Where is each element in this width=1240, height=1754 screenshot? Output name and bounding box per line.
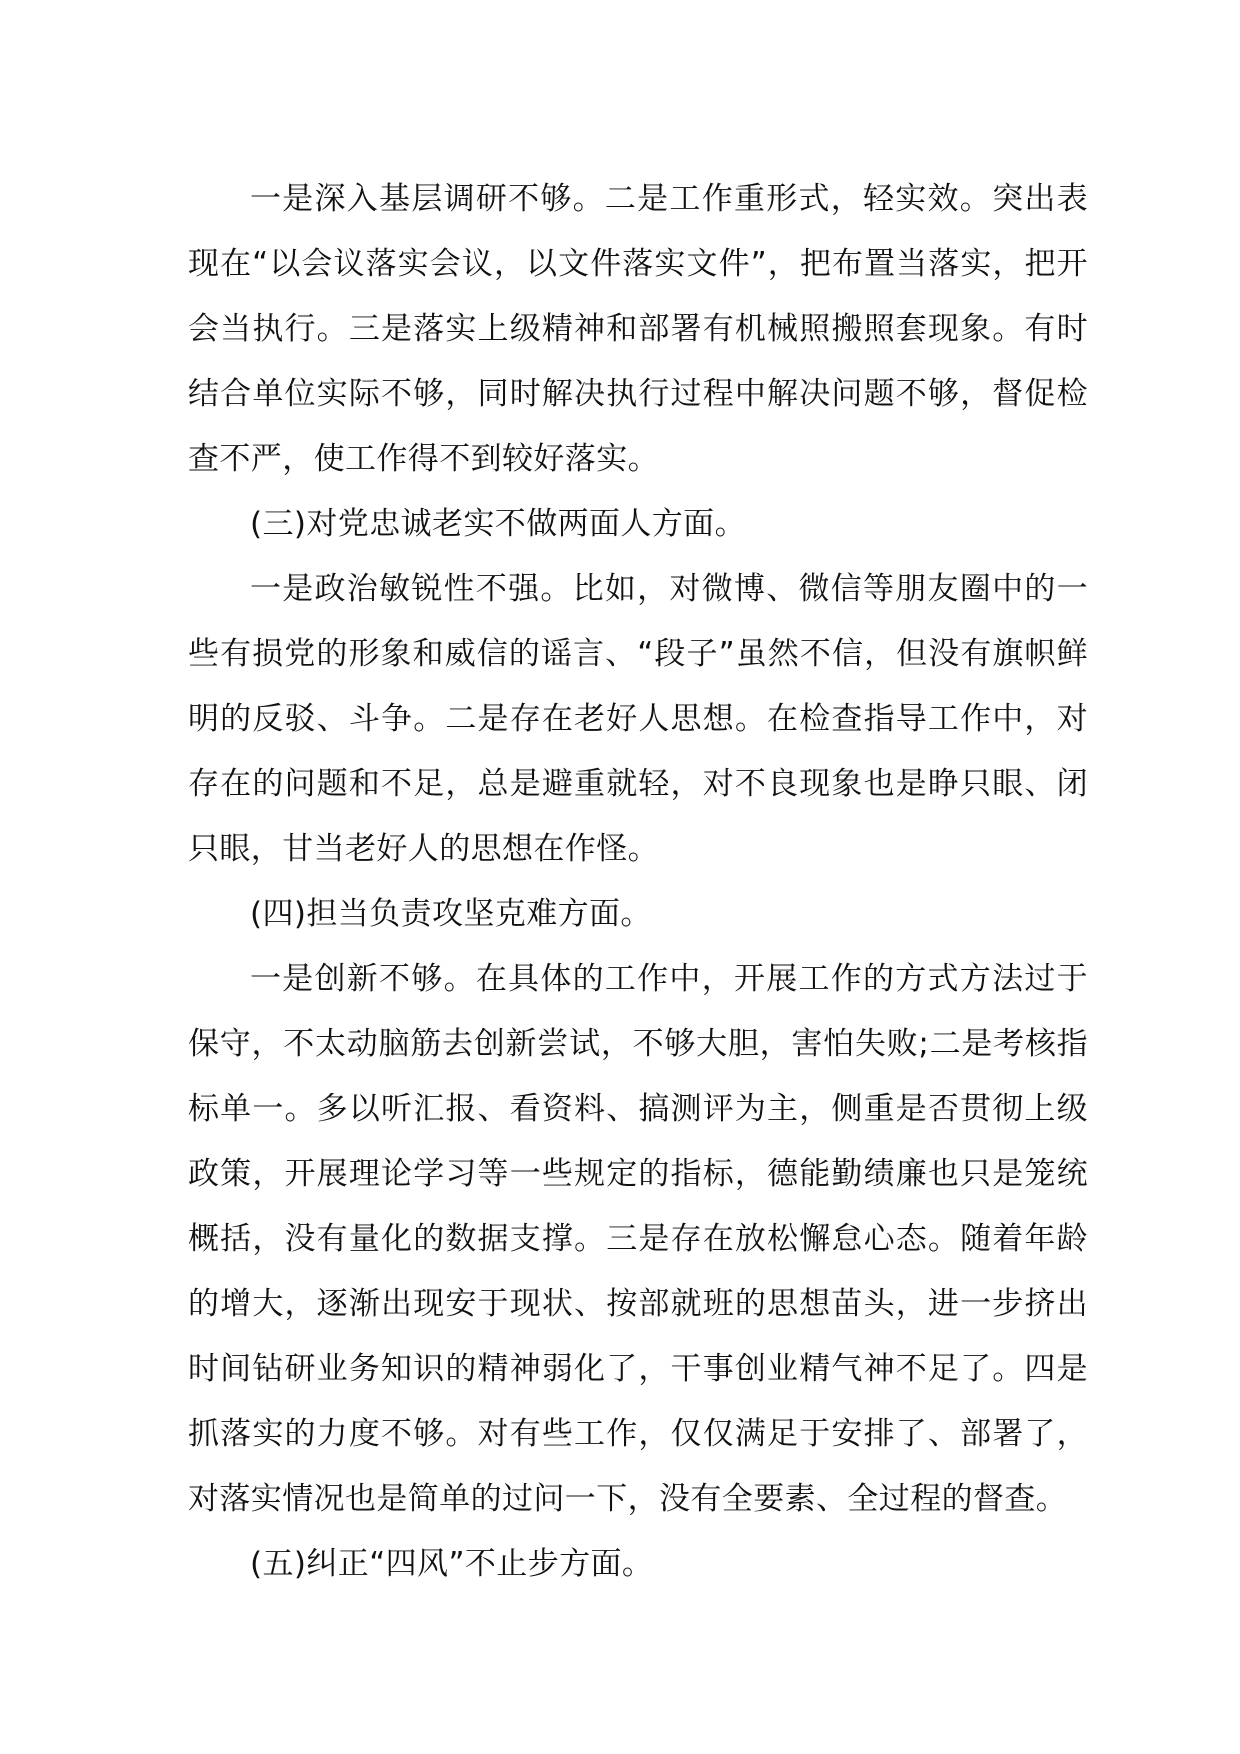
section-heading-four-winds: (五)纠正“四风”不止步方面。 <box>250 1546 654 1582</box>
paragraph-research-and-formalism: 一是深入基层调研不够。二是工作重形式，轻实效。突出表现在“以会议落实会议，以文件落实文件”，把布置当落实，把开会当执行。三是落实上级精神和部署有机械照搬照套现象。有时结合单位实际不够，同时解决执行过程中解决问题不够，督促检查不严，使工作得不到较好落实。 <box>188 181 1088 477</box>
document-body <box>188 167 1088 1597</box>
paragraph-innovation-and-assessment: 一是创新不够。在具体的工作中，开展工作的方式方法过于保守，不太动脑筋去创新尝试，不够大胆，害怕失败;二是考核指标单一。多以听汇报、看资料、搞测评为主，侧重是否贯彻上级政策，开展理论学习等一些规定的指标，德能勤绩廉也只是笼统概括，没有量化的数据支撑。三是存在放松懈怠心态。随着年龄的增大，逐渐出现安于现状、按部就班的思想苗头，进一步挤出时间钻研业务知识的精神弱化了，干事创业精气神不足了。四是抓落实的力度不够。对有些工作，仅仅满足于安排了、部署了，对落实情况也是简单的过问一下，没有全要素、全过程的督查。 <box>188 961 1088 1517</box>
paragraph-political-sensitivity: 一是政治敏锐性不强。比如，对微博、微信等朋友圈中的一些有损党的形象和威信的谣言、“段子”虽然不信，但没有旗帜鲜明的反驳、斗争。二是存在老好人思想。在检查指导工作中，对存在的问题和不足，总是避重就轻，对不良现象也是睁只眼、闭只眼，甘当老好人的思想在作怪。 <box>188 571 1088 867</box>
section-heading-loyalty: (三)对党忠诚老实不做两面人方面。 <box>250 506 746 542</box>
section-heading-responsibility: (四)担当负责攻坚克难方面。 <box>250 896 652 932</box>
